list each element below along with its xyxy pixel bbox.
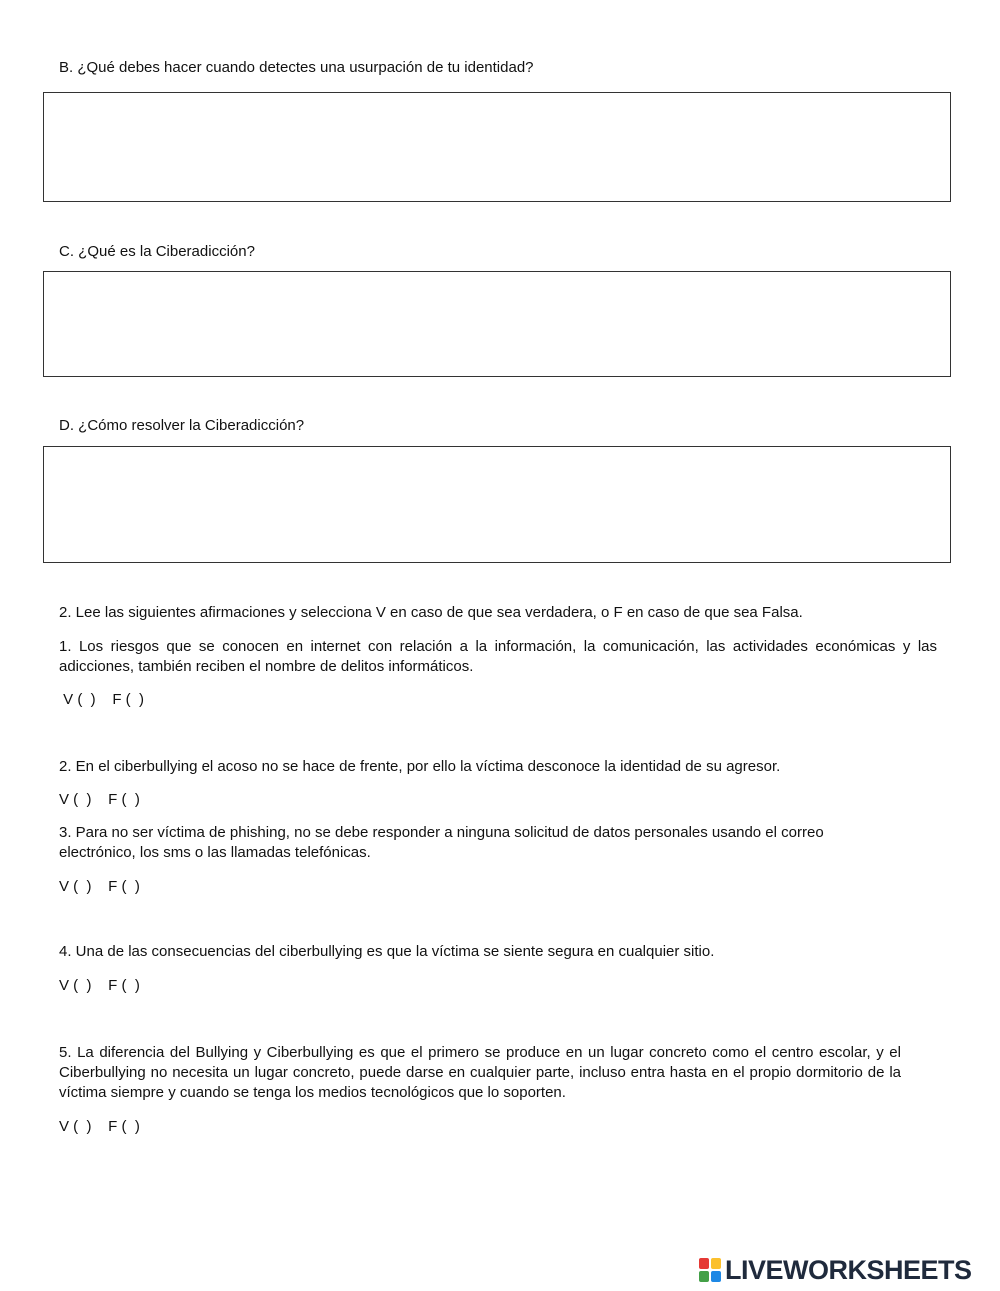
logo-blocks-icon: [698, 1257, 722, 1283]
statement-1: 1. Los riesgos que se conocen en internet con relación a la información, la comunicación, las actividades económicas y las adicciones, también reciben el nombre de delitos informáticos.: [59, 638, 937, 675]
answer-box-c[interactable]: [43, 271, 951, 377]
liveworksheets-logo: [698, 1256, 972, 1284]
statement-5: 5. La diferencia del Bullying y Ciberbullying es que el primero se produce en un lugar concreto como el centro escolar, y el Ciberbullying no necesita un lugar concreto, puede darse en cualquier parte, incluso entra hasta en el propio dormitorio de la víctima siempre y cuando se tenga los medios tecnológicos que lo soporten.: [59, 1044, 901, 1101]
logo-block-yellow: [711, 1258, 721, 1269]
logo-block-blue: [711, 1271, 721, 1282]
answer-box-d[interactable]: [43, 446, 951, 563]
statement-5-options[interactable]: V ( ) F ( ): [59, 1118, 140, 1135]
statement-2-options[interactable]: V ( ) F ( ): [59, 791, 140, 808]
statement-1-options[interactable]: V ( ) F ( ): [59, 691, 144, 708]
statement-2: 2. En el ciberbullying el acoso no se hace de frente, por ello la víctima desconoce la identidad de su agresor.: [59, 758, 781, 775]
logo-text: LIVEWORKSHEETS: [725, 1254, 972, 1285]
statement-4: 4. Una de las consecuencias del ciberbullying es que la víctima se siente segura en cualquier sitio.: [59, 943, 715, 960]
question-c: C. ¿Qué es la Ciberadicción?: [59, 243, 255, 260]
statement-3: 3. Para no ser víctima de phishing, no se debe responder a ninguna solicitud de datos personales usando el correo electrónico, los sms o las llamadas telefónicas.: [59, 824, 824, 861]
question-b: B. ¿Qué debes hacer cuando detectes una usurpación de tu identidad?: [59, 59, 534, 76]
section2-instruction: 2. Lee las siguientes afirmaciones y selecciona V en caso de que sea verdadera, o F en caso de que sea Falsa.: [59, 604, 803, 621]
statement-3-options[interactable]: V ( ) F ( ): [59, 878, 140, 895]
answer-box-b[interactable]: [43, 92, 951, 202]
logo-block-green: [699, 1271, 709, 1282]
question-d: D. ¿Cómo resolver la Ciberadicción?: [59, 417, 305, 434]
statement-4-options[interactable]: V ( ) F ( ): [59, 977, 140, 994]
logo-block-red: [699, 1258, 709, 1269]
